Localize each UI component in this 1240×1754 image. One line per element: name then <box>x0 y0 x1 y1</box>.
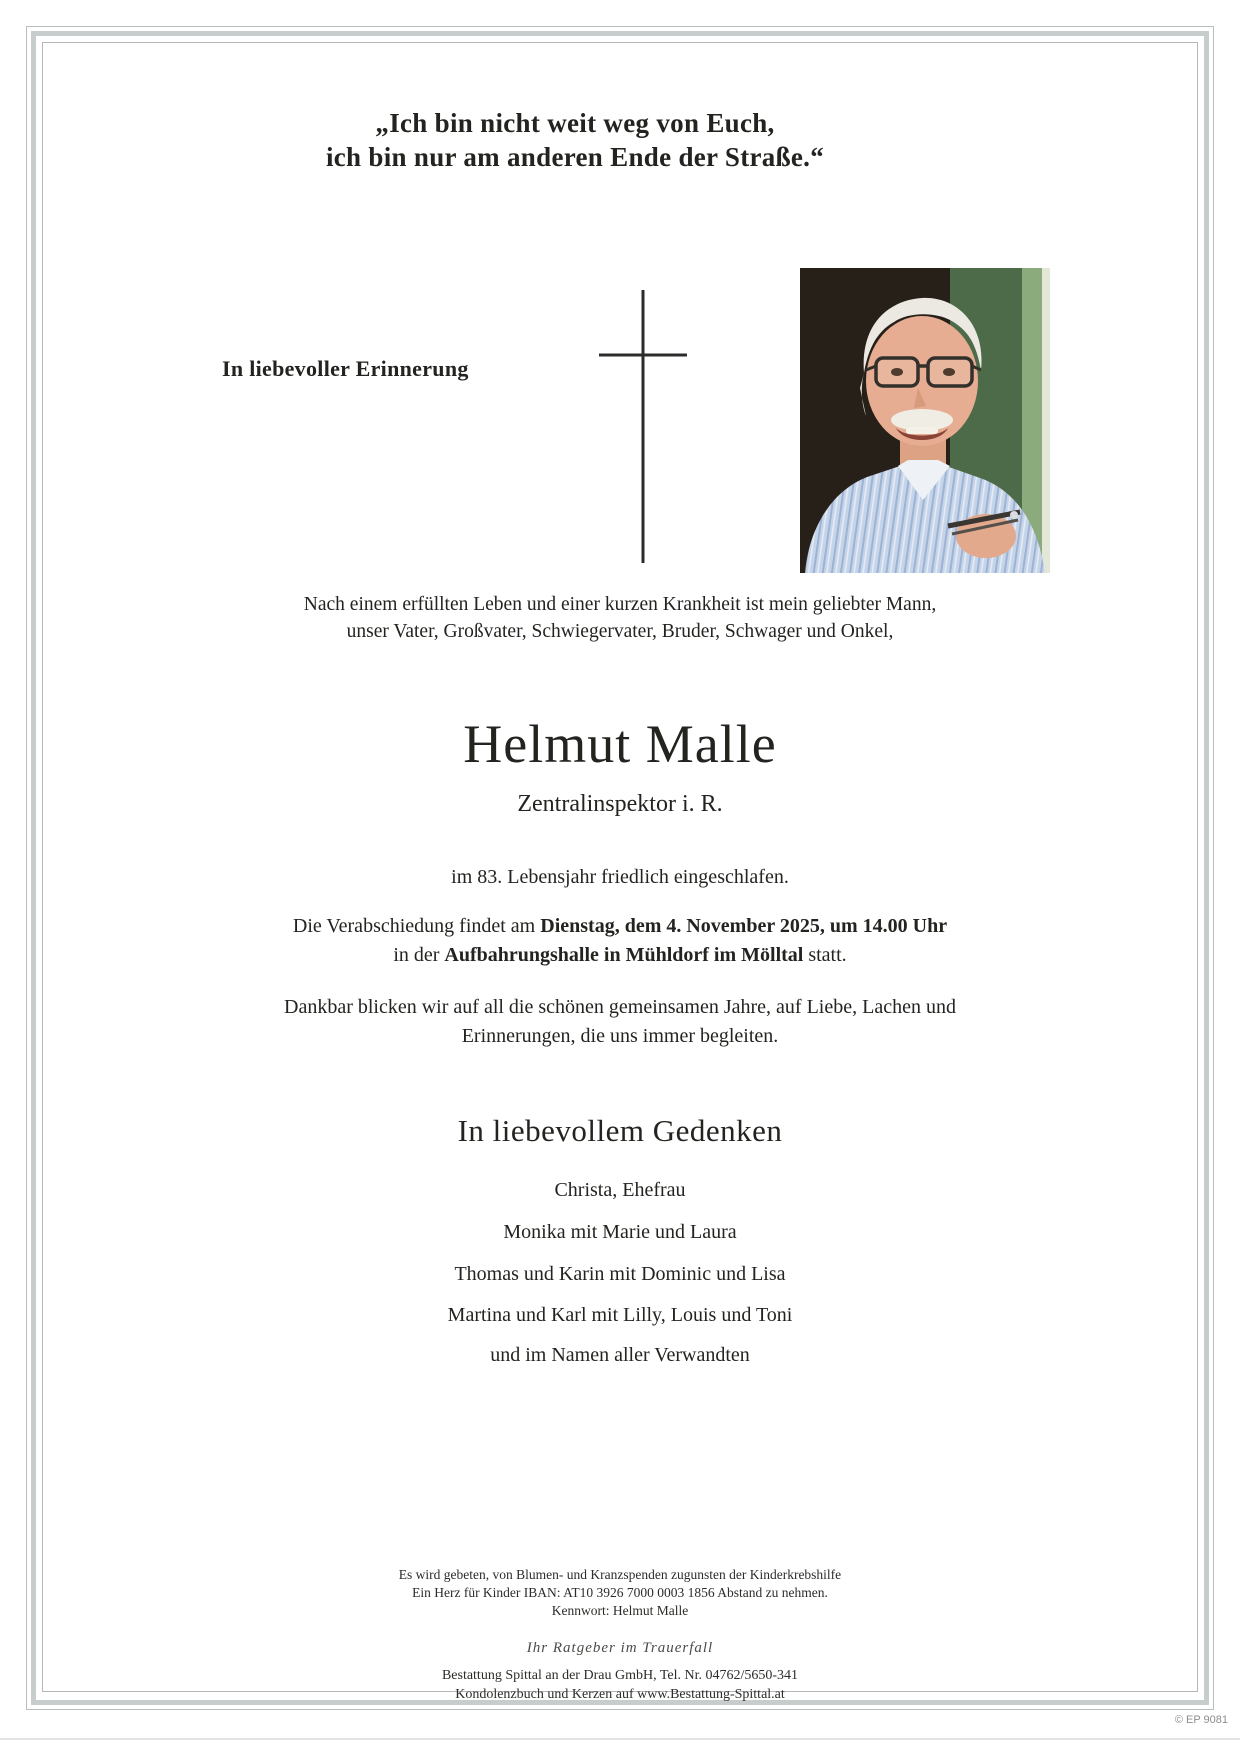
mourner-line: und im Namen aller Verwandten <box>490 1344 750 1366</box>
mourner-line: Christa, Ehefrau <box>554 1179 686 1201</box>
deceased-title: Zentralinspektor i. R. <box>517 791 723 817</box>
remembrance-heading: In liebevollem Gedenken <box>457 1113 783 1148</box>
farewell-location: Aufbahrungshalle in Mühldorf im Mölltal <box>444 944 804 966</box>
intro-line-2: unser Vater, Großvater, Schwiegervater, Bruder, Schwager und Onkel, <box>346 621 894 642</box>
opening-quote <box>0 106 1150 174</box>
mourner-line: Martina und Karl mit Lilly, Louis und Toni <box>447 1304 793 1326</box>
gratitude-text <box>0 993 1240 1051</box>
donation-line-1: Es wird gebeten, von Blumen- und Kranzspenden zugunsten der Kinderkrebshilfe <box>398 1567 842 1582</box>
memorial-label: In liebevoller Erinnerung <box>222 356 469 381</box>
condolence-line: Kondolenzbuch und Kerzen auf www.Bestattung-Spittal.at <box>455 1687 785 1702</box>
memorial-cross-icon <box>598 288 688 565</box>
funeral-home-info <box>0 1666 1240 1704</box>
age-line: im 83. Lebensjahr friedlich eingeschlafen. <box>451 866 789 888</box>
funeral-home-slogan: Ihr Ratgeber im Trauerfall <box>526 1640 714 1656</box>
farewell-line-1 <box>0 912 1240 941</box>
quote-line-2: ich bin nur am anderen Ende der Straße.“ <box>325 142 825 172</box>
farewell-datetime: Dienstag, dem 4. November 2025, um 14.00 Uhr <box>540 915 948 937</box>
introduction-text <box>0 591 1240 645</box>
portrait-photo <box>800 268 1050 573</box>
farewell-line-2 <box>0 941 1240 970</box>
donation-line-3: Kennwort: Helmut Malle <box>551 1603 689 1618</box>
farewell-line2-suffix: statt. <box>803 944 847 966</box>
quote-line-1: „Ich bin nicht weit weg von Euch, <box>375 108 775 138</box>
mourner-line: Thomas und Karin mit Dominic und Lisa <box>454 1263 786 1285</box>
donation-line-2: Ein Herz für Kinder IBAN: AT10 3926 7000 0003 1856 Abstand zu nehmen. <box>412 1585 828 1600</box>
farewell-line2-prefix: in der <box>393 944 445 966</box>
farewell-prefix: Die Verabschiedung findet am <box>292 915 541 937</box>
mourner-line: Monika mit Marie und Laura <box>503 1221 737 1243</box>
scan-edge-line <box>0 1738 1240 1740</box>
intro-line-1: Nach einem erfüllten Leben und einer kurzen Krankheit ist mein geliebter Mann, <box>303 594 937 615</box>
thanks-line-2: Erinnerungen, die uns immer begleiten. <box>461 1025 779 1047</box>
farewell-details <box>0 912 1240 970</box>
funeral-home-line: Bestattung Spittal an der Drau GmbH, Tel. Nr. 04762/5650-341 <box>441 1668 799 1683</box>
donation-note <box>0 1566 1240 1620</box>
thanks-line-1: Dankbar blicken wir auf all die schönen gemeinsamen Jahre, auf Liebe, Lachen und <box>284 996 956 1018</box>
deceased-name: Helmut Malle <box>463 714 777 774</box>
print-code: © EP 9081 <box>1174 1714 1228 1726</box>
